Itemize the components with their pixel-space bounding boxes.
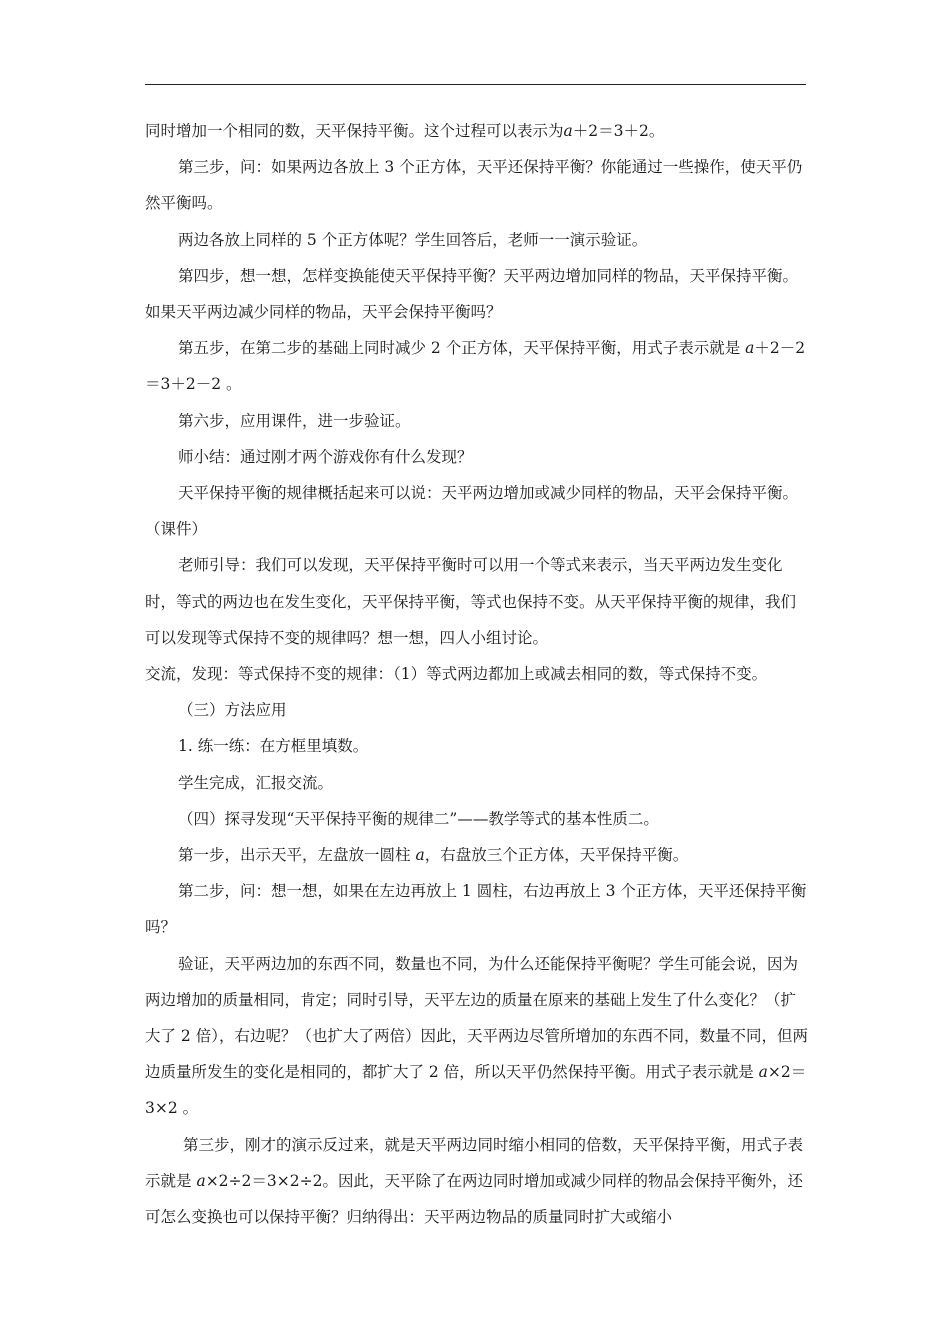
paragraph-15: 第一步，出示天平，左盘放一圆柱 a，右盘放三个正方体，天平保持平衡。 xyxy=(178,846,689,865)
paragraph-17: 验证，天平两边加的东西不同，数量也不同，为什么还能保持平衡呢？学生可能会说，因为两边增加的质量相同，肯定；同时引导，天平左边的质量在原来的基础上发生了什么变化？（扩大了 2 倍），右边呢？（也扩大了两倍）因此，天平两边尽管所增加的东西不同，数量不同，但两边质量所发生的变化是相同的，都扩大了 2 倍，所以天平仍然保持平衡。用式子表示就是 a×2＝3×2 。 xyxy=(145,954,808,1118)
paragraph-2: 第三步，问：如果两边各放上 3 个正方体，天平还保持平衡？你能通过一些操作，使天平仍然平衡吗。 xyxy=(145,158,803,213)
paragraph-16: 第二步，问：想一想，如果在左边再放上 1 圆柱，右边再放上 3 个正方体，天平还保持平衡吗？ xyxy=(145,882,807,937)
paragraph-1: 同时增加一个相同的数，天平保持平衡。这个过程可以表示为a＋2＝3＋2。 xyxy=(145,122,665,140)
paragraph-13: 学生完成，汇报交流。 xyxy=(178,773,334,792)
paragraph-5: 第五步，在第二步的基础上同时减少 2 个正方体，天平保持平衡，用式子表示就是 a＋2－2＝3＋2－2 。 xyxy=(145,339,806,394)
paragraph-4: 第四步，想一想，怎样变换能使天平保持平衡？天平两边增加同样的物品，天平保持平衡。如果天平两边减少同样的物品，天平会保持平衡吗？ xyxy=(145,266,799,322)
section-heading-4: （四）探寻发现“天平保持平衡的规律二”——教学等式的基本性质二。 xyxy=(178,809,659,828)
paragraph-3: 两边各放上同样的 5 个正方体呢？学生回答后，老师一一演示验证。 xyxy=(178,230,648,249)
header-rule xyxy=(145,84,806,85)
paragraph-10: 交流，发现：等式保持不变的规律：（1）等式两边都加上或减去相同的数，等式保持不变。 xyxy=(145,665,768,684)
paragraph-9: 老师引导：我们可以发现，天平保持平衡时可以用一个等式来表示，当天平两边发生变化时，等式的两边也在发生变化，天平保持平衡，等式也保持不变。从天平保持平衡的规律，我们可以发现等式保持不变的规律吗？想一想，四人小组讨论。 xyxy=(145,556,797,647)
paragraph-8: 天平保持平衡的规律概括起来可以说：天平两边增加或减少同样的物品，天平会保持平衡。（课件） xyxy=(145,484,799,539)
section-heading-3: （三）方法应用 xyxy=(178,701,287,720)
paragraph-6: 第六步，应用课件，进一步验证。 xyxy=(178,411,411,430)
document-body xyxy=(145,113,810,1235)
paragraph-12: 1. 练一练：在方框里填数。 xyxy=(178,737,369,756)
paragraph-7: 师小结：通过刚才两个游戏你有什么发现？ xyxy=(178,447,473,466)
paragraph-18: 第三步，刚才的演示反过来，就是天平两边同时缩小相同的倍数，天平保持平衡，用式子表示就是 a×2÷2＝3×2÷2。因此，天平除了在两边同时增加或减少同样的物品会保持平衡外，还可怎么变换也可以保持平衡？归纳得出：天平两边物品的质量同时扩大或缩小 xyxy=(145,1135,804,1227)
